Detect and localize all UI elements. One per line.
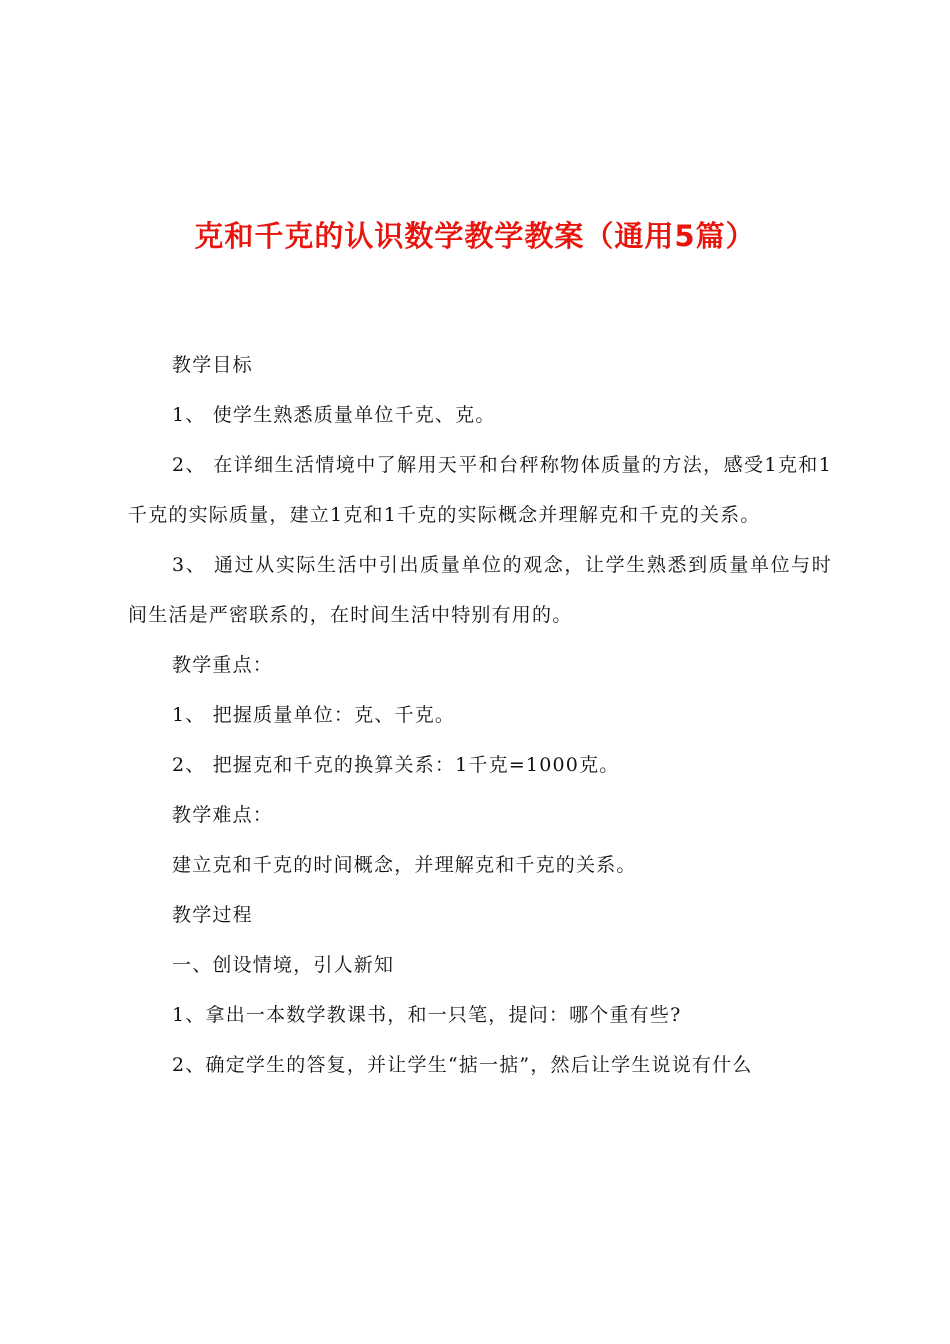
objective-item-2: 2、 在详细生活情境中了解用天平和台秤称物体质量的方法，感受1克和1千克的实际质量，建立1克和1千克的实际概念并理解克和千克的关系。: [128, 454, 832, 526]
process-item-2: 2、确定学生的答复，并让学生“掂一掂”，然后让学生说说有什么: [172, 1054, 753, 1076]
process-item-1: 1、拿出一本数学教课书，和一只笔，提问：哪个重有些?: [172, 1004, 682, 1026]
section-heading-key-points: 教学重点：: [172, 654, 274, 676]
section-heading-difficulties: 教学难点：: [172, 804, 274, 826]
section-heading-process: 教学过程: [172, 904, 253, 926]
process-step-heading: 一、创设情境，引人新知: [172, 954, 395, 976]
objective-item-1: 1、 使学生熟悉质量单位千克、克。: [172, 404, 496, 426]
section-heading-objectives: 教学目标: [172, 354, 253, 376]
key-point-item-2: 2、 把握克和千克的换算关系：1千克=1000克。: [172, 754, 620, 776]
key-point-item-1: 1、 把握质量单位：克、千克。: [172, 704, 456, 726]
page-title: 克和千克的认识数学教学教案（通用5篇）: [194, 219, 756, 253]
document-body: [128, 340, 832, 1090]
difficulty-text: 建立克和千克的时间概念，并理解克和千克的关系。: [172, 854, 637, 876]
objective-item-3: 3、 通过从实际生活中引出质量单位的观念，让学生熟悉到质量单位与时间生活是严密联系的，在时间生活中特别有用的。: [128, 554, 832, 626]
